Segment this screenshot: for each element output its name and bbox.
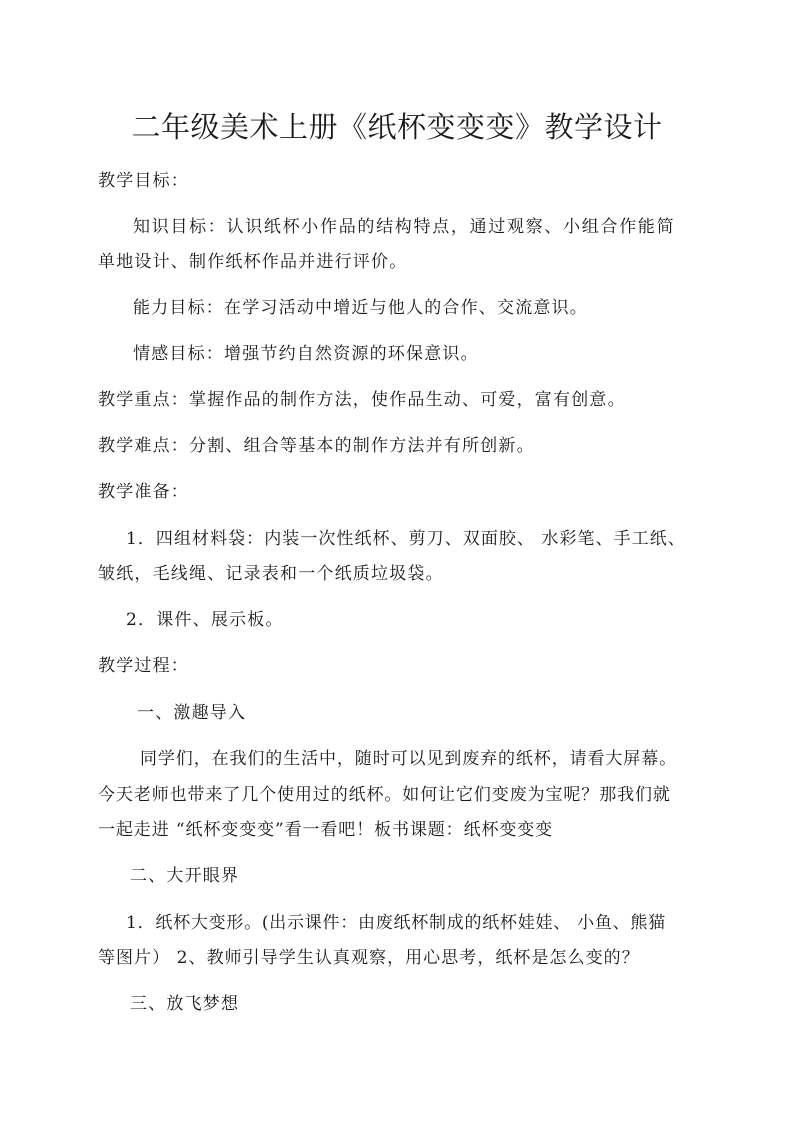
preparation-heading: 教学准备： xyxy=(98,482,189,502)
intro-paragraph-line2: 今天老师也带来了几个使用过的纸杯。如何让它们变废为宝呢？那我们就 xyxy=(98,785,671,805)
intro-paragraph-line3: 一起走进 “纸杯变变变”看一看吧！板书课题：纸杯变变变 xyxy=(98,820,554,840)
knowledge-objective-line1: 知识目标：认识纸杯小作品的结构特点，通过观察、小组合作能简 xyxy=(133,217,676,237)
preparation-item-1-line2: 皱纸，毛线绳、记录表和一个纸质垃圾袋。 xyxy=(98,564,444,584)
document-title: 二年级美术上册《纸杯变变变》教学设计 xyxy=(131,110,663,144)
preparation-item-2: 2．课件、展示板。 xyxy=(126,610,284,630)
key-points: 教学重点：掌握作品的制作方法，使作品生动、可爱，富有创意。 xyxy=(98,390,626,410)
section-3-heading: 三、放飞梦想 xyxy=(130,994,240,1014)
emotion-objective: 情感目标：增强节约自然资源的环保意识。 xyxy=(133,344,479,364)
process-heading: 教学过程： xyxy=(98,656,189,676)
difficulties: 教学难点：分割、组合等基本的制作方法并有所创新。 xyxy=(98,436,535,456)
objectives-heading: 教学目标： xyxy=(98,171,189,191)
ability-objective: 能力目标：在学习活动中增近与他人的合作、交流意识。 xyxy=(133,298,588,318)
intro-paragraph-line1: 同学们，在我们的生活中，随时可以见到废弃的纸杯，请看大屏幕。 xyxy=(140,749,677,769)
section-2-line1: 1．纸杯大变形。(出示课件：由废纸杯制成的纸杯娃娃、 小鱼、熊猫 xyxy=(126,913,666,933)
section-1-heading: 一、激趣导入 xyxy=(137,703,247,723)
section-2-heading: 二、大开眼界 xyxy=(130,866,240,886)
section-2-line2: 等图片） 2、教师引导学生认真观察，用心思考，纸杯是怎么变的？ xyxy=(98,948,640,968)
preparation-item-1-line1: 1．四组材料袋：内装一次性纸杯、剪刀、双面胶、 水彩笔、手工纸、 xyxy=(126,529,686,549)
knowledge-objective-line2: 单地设计、制作纸杯作品并进行评价。 xyxy=(98,252,408,272)
